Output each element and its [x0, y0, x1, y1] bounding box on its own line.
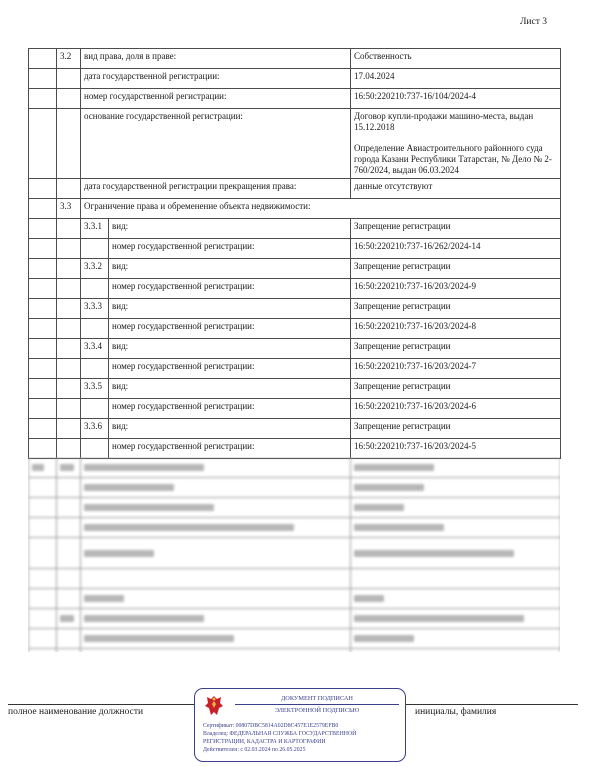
- table-row: [29, 179, 561, 199]
- redacted-row: [29, 629, 561, 649]
- row-label: номер государственной регистрации:: [109, 399, 351, 419]
- subsection-number: 3.3.4: [81, 339, 109, 359]
- table-row: [29, 199, 561, 219]
- footer-line: [404, 704, 578, 705]
- basis-value: Договор купли-продажи машино-места, выдан 15.12.2018: [354, 111, 534, 132]
- row-value: Запрещение регистрации: [351, 419, 561, 439]
- row-label: вид:: [109, 339, 351, 359]
- table-row: [29, 279, 561, 299]
- position-label: полное наименование должности: [8, 707, 144, 717]
- subsection-number: 3.3.1: [81, 219, 109, 239]
- row-label: вид:: [109, 379, 351, 399]
- row-label: вид:: [109, 419, 351, 439]
- subsection-number: 3.3.2: [81, 259, 109, 279]
- row-value: данные отсутствуют: [351, 179, 561, 199]
- table-row: [29, 109, 561, 179]
- row-value: 17.04.2024: [351, 69, 561, 89]
- row-label: вид:: [109, 219, 351, 239]
- redacted-row: [29, 498, 561, 518]
- redacted-row: [29, 609, 561, 629]
- stamp-owner: РЕГИСТРАЦИИ, КАДАСТРА И КАРТОГРАФИИ: [203, 739, 326, 745]
- coat-of-arms-icon: [203, 694, 225, 718]
- row-value: [351, 109, 561, 179]
- electronic-signature-stamp: [194, 688, 406, 762]
- section-number: 3.3: [57, 199, 81, 219]
- redacted-row: [29, 569, 561, 589]
- redacted-row: [29, 649, 561, 653]
- row-value: 16:50:220210:737-16/104/2024-4: [351, 89, 561, 109]
- table-row: [29, 339, 561, 359]
- table-row: [29, 49, 561, 69]
- subsection-number: 3.3.6: [81, 419, 109, 439]
- redacted-section: [28, 457, 560, 652]
- footer-line: [8, 704, 194, 705]
- stamp-validity: Действителен: с 02.03.2024 по 26.05.2025: [203, 747, 306, 753]
- row-label: вид:: [109, 259, 351, 279]
- row-label: вид:: [109, 299, 351, 319]
- table-row: [29, 259, 561, 279]
- row-value: 16:50:220210:737-16/203/2024-5: [351, 439, 561, 459]
- row-value: 16:50:220210:737-16/262/2024-14: [351, 239, 561, 259]
- row-value: 16:50:220210:737-16/203/2024-7: [351, 359, 561, 379]
- stamp-owner: Владелец: ФЕДЕРАЛЬНАЯ СЛУЖБА ГОСУДАРСТВЕННОЙ: [203, 731, 357, 737]
- row-label: номер государственной регистрации:: [109, 359, 351, 379]
- table-row: [29, 399, 561, 419]
- row-label: номер государственной регистрации:: [81, 89, 351, 109]
- row-label: дата государственной регистрации:: [81, 69, 351, 89]
- table-row: [29, 419, 561, 439]
- table-row: [29, 89, 561, 109]
- row-value: 16:50:220210:737-16/203/2024-6: [351, 399, 561, 419]
- redacted-row: [29, 478, 561, 498]
- row-value: Запрещение регистрации: [351, 379, 561, 399]
- rights-table: [28, 48, 561, 459]
- row-label: дата государственной регистрации прекращения права:: [81, 179, 351, 199]
- table-row: [29, 299, 561, 319]
- table-row: [29, 439, 561, 459]
- name-label: инициалы, фамилия: [415, 707, 497, 717]
- row-value: Запрещение регистрации: [351, 299, 561, 319]
- row-label: номер государственной регистрации:: [109, 439, 351, 459]
- row-label: номер государственной регистрации:: [109, 319, 351, 339]
- row-label: вид права, доля в праве:: [81, 49, 351, 69]
- row-value: Запрещение регистрации: [351, 219, 561, 239]
- row-label: номер государственной регистрации:: [109, 239, 351, 259]
- row-value: 16:50:220210:737-16/203/2024-8: [351, 319, 561, 339]
- redacted-row: [29, 538, 561, 569]
- stamp-certificate: Сертификат: 00807DBC5814A02D8C457E1E2579EFB0: [203, 723, 339, 729]
- table-row: [29, 69, 561, 89]
- row-label: основание государственной регистрации:: [81, 109, 351, 179]
- stamp-title: ДОКУМЕНТ ПОДПИСАН: [235, 695, 399, 705]
- table-row: [29, 379, 561, 399]
- section-title: Ограничение права и обременение объекта недвижимости:: [81, 199, 561, 219]
- table-row: [29, 319, 561, 339]
- row-label: номер государственной регистрации:: [109, 279, 351, 299]
- row-value: Собственность: [351, 49, 561, 69]
- stamp-subtitle: ЭЛЕКТРОННОЙ ПОДПИСЬЮ: [274, 707, 360, 714]
- row-value: 16:50:220210:737-16/203/2024-9: [351, 279, 561, 299]
- table-row: [29, 239, 561, 259]
- redacted-row: [29, 518, 561, 538]
- section-number: 3.2: [57, 49, 81, 69]
- redacted-row: [29, 458, 561, 478]
- table-row: [29, 219, 561, 239]
- subsection-number: 3.3.3: [81, 299, 109, 319]
- row-value: Запрещение регистрации: [351, 339, 561, 359]
- subsection-number: 3.3.5: [81, 379, 109, 399]
- sheet-label: Лист 3: [519, 17, 547, 27]
- table-row: [29, 359, 561, 379]
- redacted-row: [29, 589, 561, 609]
- basis-value: Определение Авиастроительного районного суда города Казани Республики Татарстан, № Дело № 2-760/2024, выдан 06.03.2024: [354, 143, 552, 175]
- row-value: Запрещение регистрации: [351, 259, 561, 279]
